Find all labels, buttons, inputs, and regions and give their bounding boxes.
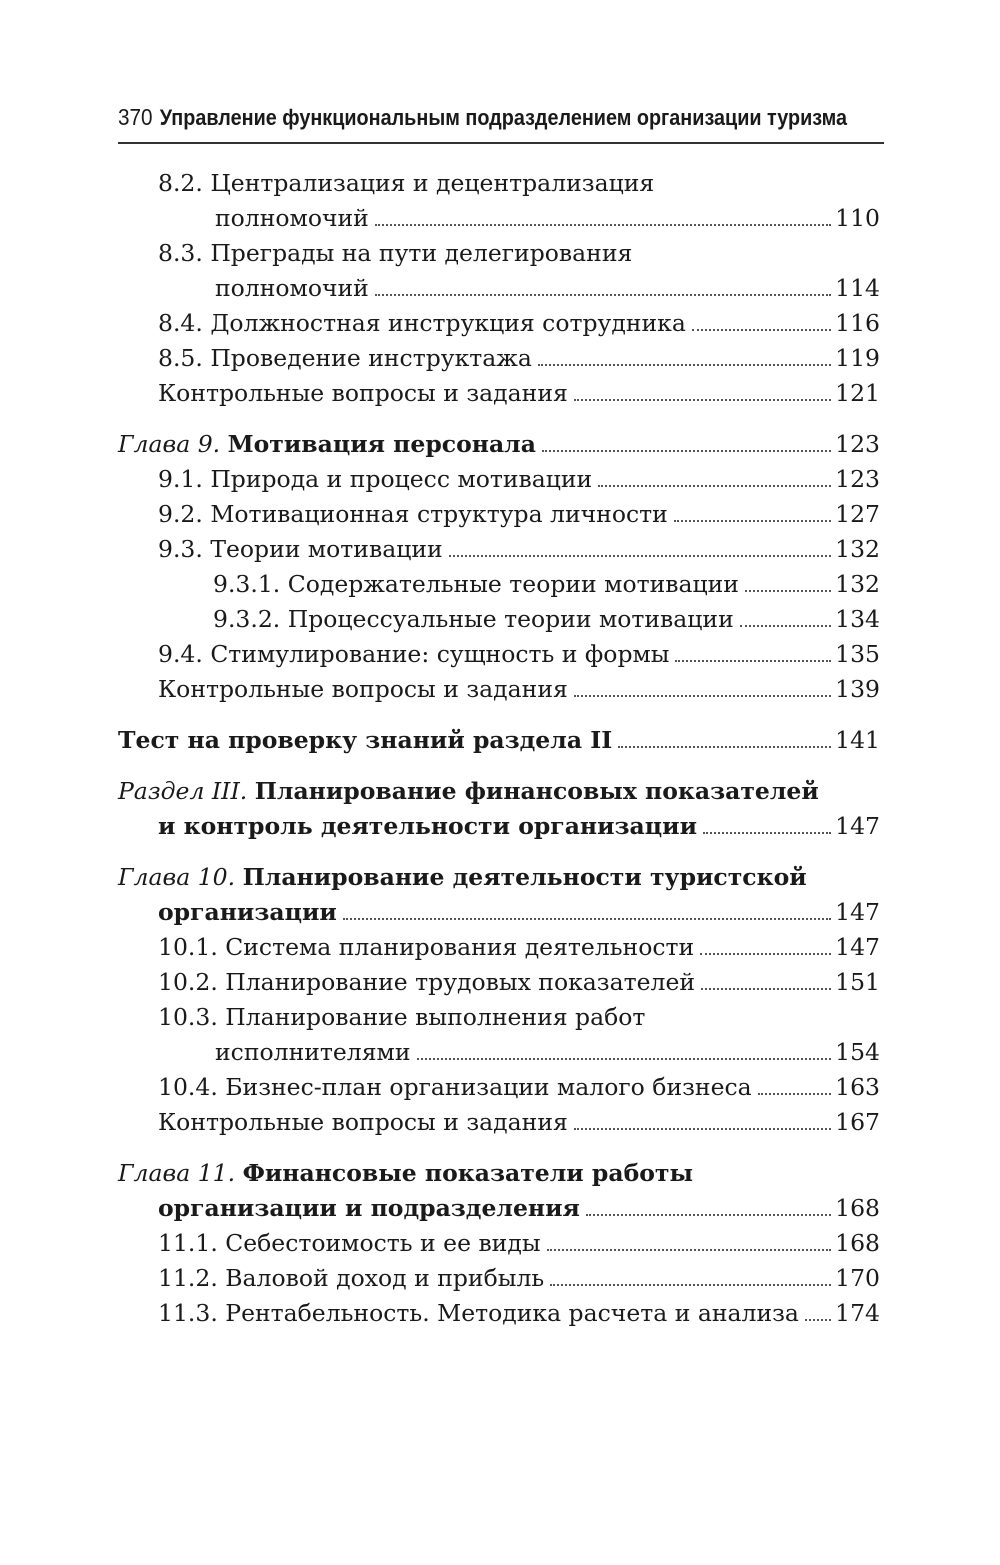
toc-entry-title: Мотивация персонала — [227, 430, 536, 458]
toc-page-number: 174 — [835, 1299, 880, 1327]
dot-leader — [618, 746, 831, 748]
toc-page-number: 167 — [835, 1108, 880, 1136]
toc-entry-line — [158, 1105, 880, 1140]
toc-entry — [118, 1296, 880, 1331]
toc-entry — [118, 1000, 880, 1070]
toc-page-number: 147 — [835, 933, 880, 961]
toc-entry-text — [215, 271, 369, 306]
toc-entry-line — [158, 672, 880, 707]
toc-page-number: 134 — [835, 605, 880, 633]
toc-entry — [118, 532, 880, 567]
toc-entry — [118, 1226, 880, 1261]
toc-page-number: 132 — [835, 535, 880, 563]
toc-entry-line — [158, 1261, 880, 1296]
toc-entry-line — [158, 341, 880, 376]
toc-entry-text — [215, 1035, 411, 1070]
toc-entry-text — [158, 1191, 580, 1226]
toc-entry-text — [158, 1296, 799, 1331]
toc-entry-text — [158, 1105, 568, 1140]
toc-entry-text — [158, 809, 697, 844]
running-header — [118, 104, 848, 131]
toc-page-number: 147 — [835, 812, 880, 840]
toc-entry-line — [158, 271, 880, 306]
dot-leader — [700, 953, 831, 955]
toc-entry — [118, 774, 880, 844]
toc-entry — [118, 965, 880, 1000]
toc-entry-line — [158, 201, 880, 236]
dot-leader — [542, 450, 831, 452]
toc-page-number: 151 — [835, 968, 880, 996]
dot-leader — [598, 485, 831, 487]
toc-entry-title: 8.5. Проведение инструктажа — [158, 344, 532, 372]
toc-page-number: 119 — [835, 344, 880, 372]
toc-entry-text — [158, 965, 695, 1000]
dot-leader — [805, 1319, 831, 1321]
dot-leader — [703, 832, 831, 834]
toc-entry-line — [118, 723, 880, 758]
toc-entry-title: Планирование финансовых показателей — [254, 777, 819, 805]
toc-entry-line — [158, 166, 880, 201]
dot-leader — [343, 918, 831, 920]
toc-entry-title: 10.4. Бизнес-план организации малого бизнеса — [158, 1073, 752, 1101]
toc-entry-text — [118, 860, 807, 895]
toc-entry-line — [158, 376, 880, 411]
toc-entry-line — [118, 860, 880, 895]
toc-entry-line — [158, 1070, 880, 1105]
dot-leader — [586, 1214, 831, 1216]
toc-entry-line — [158, 462, 880, 497]
toc-entry-line — [158, 1296, 880, 1331]
toc-entry-text — [158, 637, 669, 672]
dot-leader — [538, 364, 831, 366]
dot-leader — [574, 695, 831, 697]
toc-entry-line — [118, 895, 880, 930]
dot-leader — [375, 294, 831, 296]
toc-entry — [118, 637, 880, 672]
toc-page-number: 123 — [835, 465, 880, 493]
toc-entry — [118, 567, 880, 602]
running-title: Управление функциональным подразделением организации туризма — [159, 105, 848, 130]
toc-page-number: 168 — [835, 1194, 880, 1222]
toc-entry-text — [158, 930, 694, 965]
toc-entry-title: 8.3. Преграды на пути делегирования — [158, 239, 633, 267]
dot-leader — [547, 1249, 832, 1251]
toc-page-number: 110 — [835, 204, 880, 232]
toc-page-number: 121 — [835, 379, 880, 407]
toc-entry-title: и контроль деятельности организации — [158, 812, 697, 840]
toc-entry — [118, 462, 880, 497]
toc-entry-text — [158, 306, 686, 341]
toc-entry — [118, 723, 880, 758]
toc-entry-line — [158, 236, 880, 271]
toc-page-number: 154 — [835, 1038, 880, 1066]
dot-leader — [574, 399, 831, 401]
toc-entry-title: 10.3. Планирование выполнения работ — [158, 1003, 646, 1031]
toc-entry-title: 9.4. Стимулирование: сущность и формы — [158, 640, 670, 668]
dot-leader — [449, 555, 831, 557]
toc-entry-line — [158, 532, 880, 567]
toc-entry — [118, 236, 880, 306]
toc-entry-line — [158, 965, 880, 1000]
toc-entry-text — [158, 1226, 541, 1261]
toc-page-number: 170 — [835, 1264, 880, 1292]
toc-entry-text — [158, 532, 443, 567]
toc-entry-title: 8.4. Должностная инструкция сотрудника — [158, 309, 686, 337]
dot-leader — [675, 660, 831, 662]
toc-entry — [118, 672, 880, 707]
toc-entry-title: 11.2. Валовой доход и прибыль — [158, 1264, 545, 1292]
toc-entry — [118, 1261, 880, 1296]
dot-leader — [701, 988, 831, 990]
toc-entry-text — [158, 1261, 544, 1296]
toc-page-number: 141 — [835, 726, 880, 754]
toc-page-number: 168 — [835, 1229, 880, 1257]
header-rule — [118, 142, 884, 144]
toc-entry-label: Глава 9. — [118, 430, 221, 458]
toc-page-number: 116 — [835, 309, 880, 337]
toc-entry — [118, 376, 880, 411]
toc-entry-title: Планирование деятельности туристской — [242, 863, 807, 891]
toc-entry-title: Тест на проверку знаний раздела II — [118, 726, 613, 754]
toc-entry-line — [118, 1156, 880, 1191]
toc-entry-label: Глава 10. — [118, 863, 236, 891]
toc-entry-text — [158, 1000, 645, 1035]
toc-page-number: 147 — [835, 898, 880, 926]
toc-entry-title: 9.3.1. Содержательные теории мотивации — [213, 570, 739, 598]
toc-entry-text — [215, 201, 369, 236]
toc-entry-line — [158, 930, 880, 965]
toc-entry-text — [158, 497, 668, 532]
toc-entry-text — [118, 1156, 693, 1191]
toc-entry — [118, 497, 880, 532]
toc-entry-title: организации — [158, 898, 337, 926]
toc-page-number: 123 — [835, 430, 880, 458]
toc-entry-title: Контрольные вопросы и задания — [158, 675, 568, 703]
toc-entry-title: 9.1. Природа и процесс мотивации — [158, 465, 593, 493]
toc-entry-title: Контрольные вопросы и задания — [158, 1108, 568, 1136]
toc-entry-title: 8.2. Централизация и децентрализация — [158, 169, 655, 197]
toc-entry-line — [118, 1191, 880, 1226]
toc-entry — [118, 341, 880, 376]
toc-page-number: 132 — [835, 570, 880, 598]
toc-entry — [118, 1105, 880, 1140]
toc-entry-text — [158, 166, 654, 201]
toc-entry-label: Раздел III. — [118, 777, 248, 805]
toc-entry-title: полномочий — [215, 274, 369, 302]
toc-page-number: 114 — [835, 274, 880, 302]
toc-page-number: 163 — [835, 1073, 880, 1101]
toc-entry-title: исполнителями — [215, 1038, 411, 1066]
toc-entry-title: 9.2. Мотивационная структура личности — [158, 500, 668, 528]
toc-entry-text — [158, 341, 532, 376]
dot-leader — [674, 520, 831, 522]
toc-entry-line — [158, 637, 880, 672]
toc-entry-text — [158, 236, 632, 271]
table-of-contents — [118, 166, 880, 1331]
toc-entry-title: Контрольные вопросы и задания — [158, 379, 568, 407]
page-number: 370 — [118, 104, 153, 130]
dot-leader — [550, 1284, 831, 1286]
toc-entry-text — [118, 774, 819, 809]
toc-entry-title: Финансовые показатели работы — [242, 1159, 694, 1187]
toc-entry-title: полномочий — [215, 204, 369, 232]
toc-entry-line — [118, 774, 880, 809]
dot-leader — [745, 590, 831, 592]
toc-entry-text — [213, 567, 739, 602]
toc-entry-title: организации и подразделения — [158, 1194, 580, 1222]
dot-leader — [574, 1128, 831, 1130]
toc-entry-title: 9.3. Теории мотивации — [158, 535, 443, 563]
dot-leader — [692, 329, 831, 331]
toc-entry — [118, 1156, 880, 1226]
toc-entry-line — [158, 1035, 880, 1070]
toc-entry — [118, 1070, 880, 1105]
dot-leader — [758, 1093, 831, 1095]
toc-entry — [118, 860, 880, 930]
toc-entry-text — [158, 895, 337, 930]
toc-entry-line — [158, 1226, 880, 1261]
toc-entry-text — [158, 1070, 752, 1105]
toc-entry-title: 11.3. Рентабельность. Методика расчета и анализа — [158, 1299, 799, 1327]
toc-entry-title: 9.3.2. Процессуальные теории мотивации — [213, 605, 734, 633]
toc-entry-line — [158, 306, 880, 341]
toc-entry — [118, 306, 880, 341]
toc-entry-line — [118, 809, 880, 844]
toc-entry-title: 10.2. Планирование трудовых показателей — [158, 968, 696, 996]
toc-entry-label: Глава 11. — [118, 1159, 236, 1187]
toc-entry-text — [118, 723, 612, 758]
toc-page-number: 127 — [835, 500, 880, 528]
toc-entry — [118, 930, 880, 965]
toc-entry — [118, 427, 880, 462]
toc-entry-line — [158, 1000, 880, 1035]
dot-leader — [740, 625, 831, 627]
toc-entry-line — [158, 497, 880, 532]
toc-entry-text — [118, 427, 536, 462]
toc-entry-line — [118, 427, 880, 462]
toc-entry-text — [158, 376, 568, 411]
toc-entry-text — [158, 672, 568, 707]
toc-entry-text — [213, 602, 734, 637]
toc-page-number: 139 — [835, 675, 880, 703]
toc-entry-text — [158, 462, 592, 497]
toc-entry — [118, 166, 880, 236]
toc-entry-title: 10.1. Система планирования деятельности — [158, 933, 695, 961]
dot-leader — [375, 224, 831, 226]
toc-entry-line — [213, 602, 880, 637]
toc-page-number: 135 — [835, 640, 880, 668]
dot-leader — [417, 1058, 832, 1060]
toc-entry — [118, 602, 880, 637]
toc-entry-title: 11.1. Себестоимость и ее виды — [158, 1229, 541, 1257]
toc-entry-line — [213, 567, 880, 602]
